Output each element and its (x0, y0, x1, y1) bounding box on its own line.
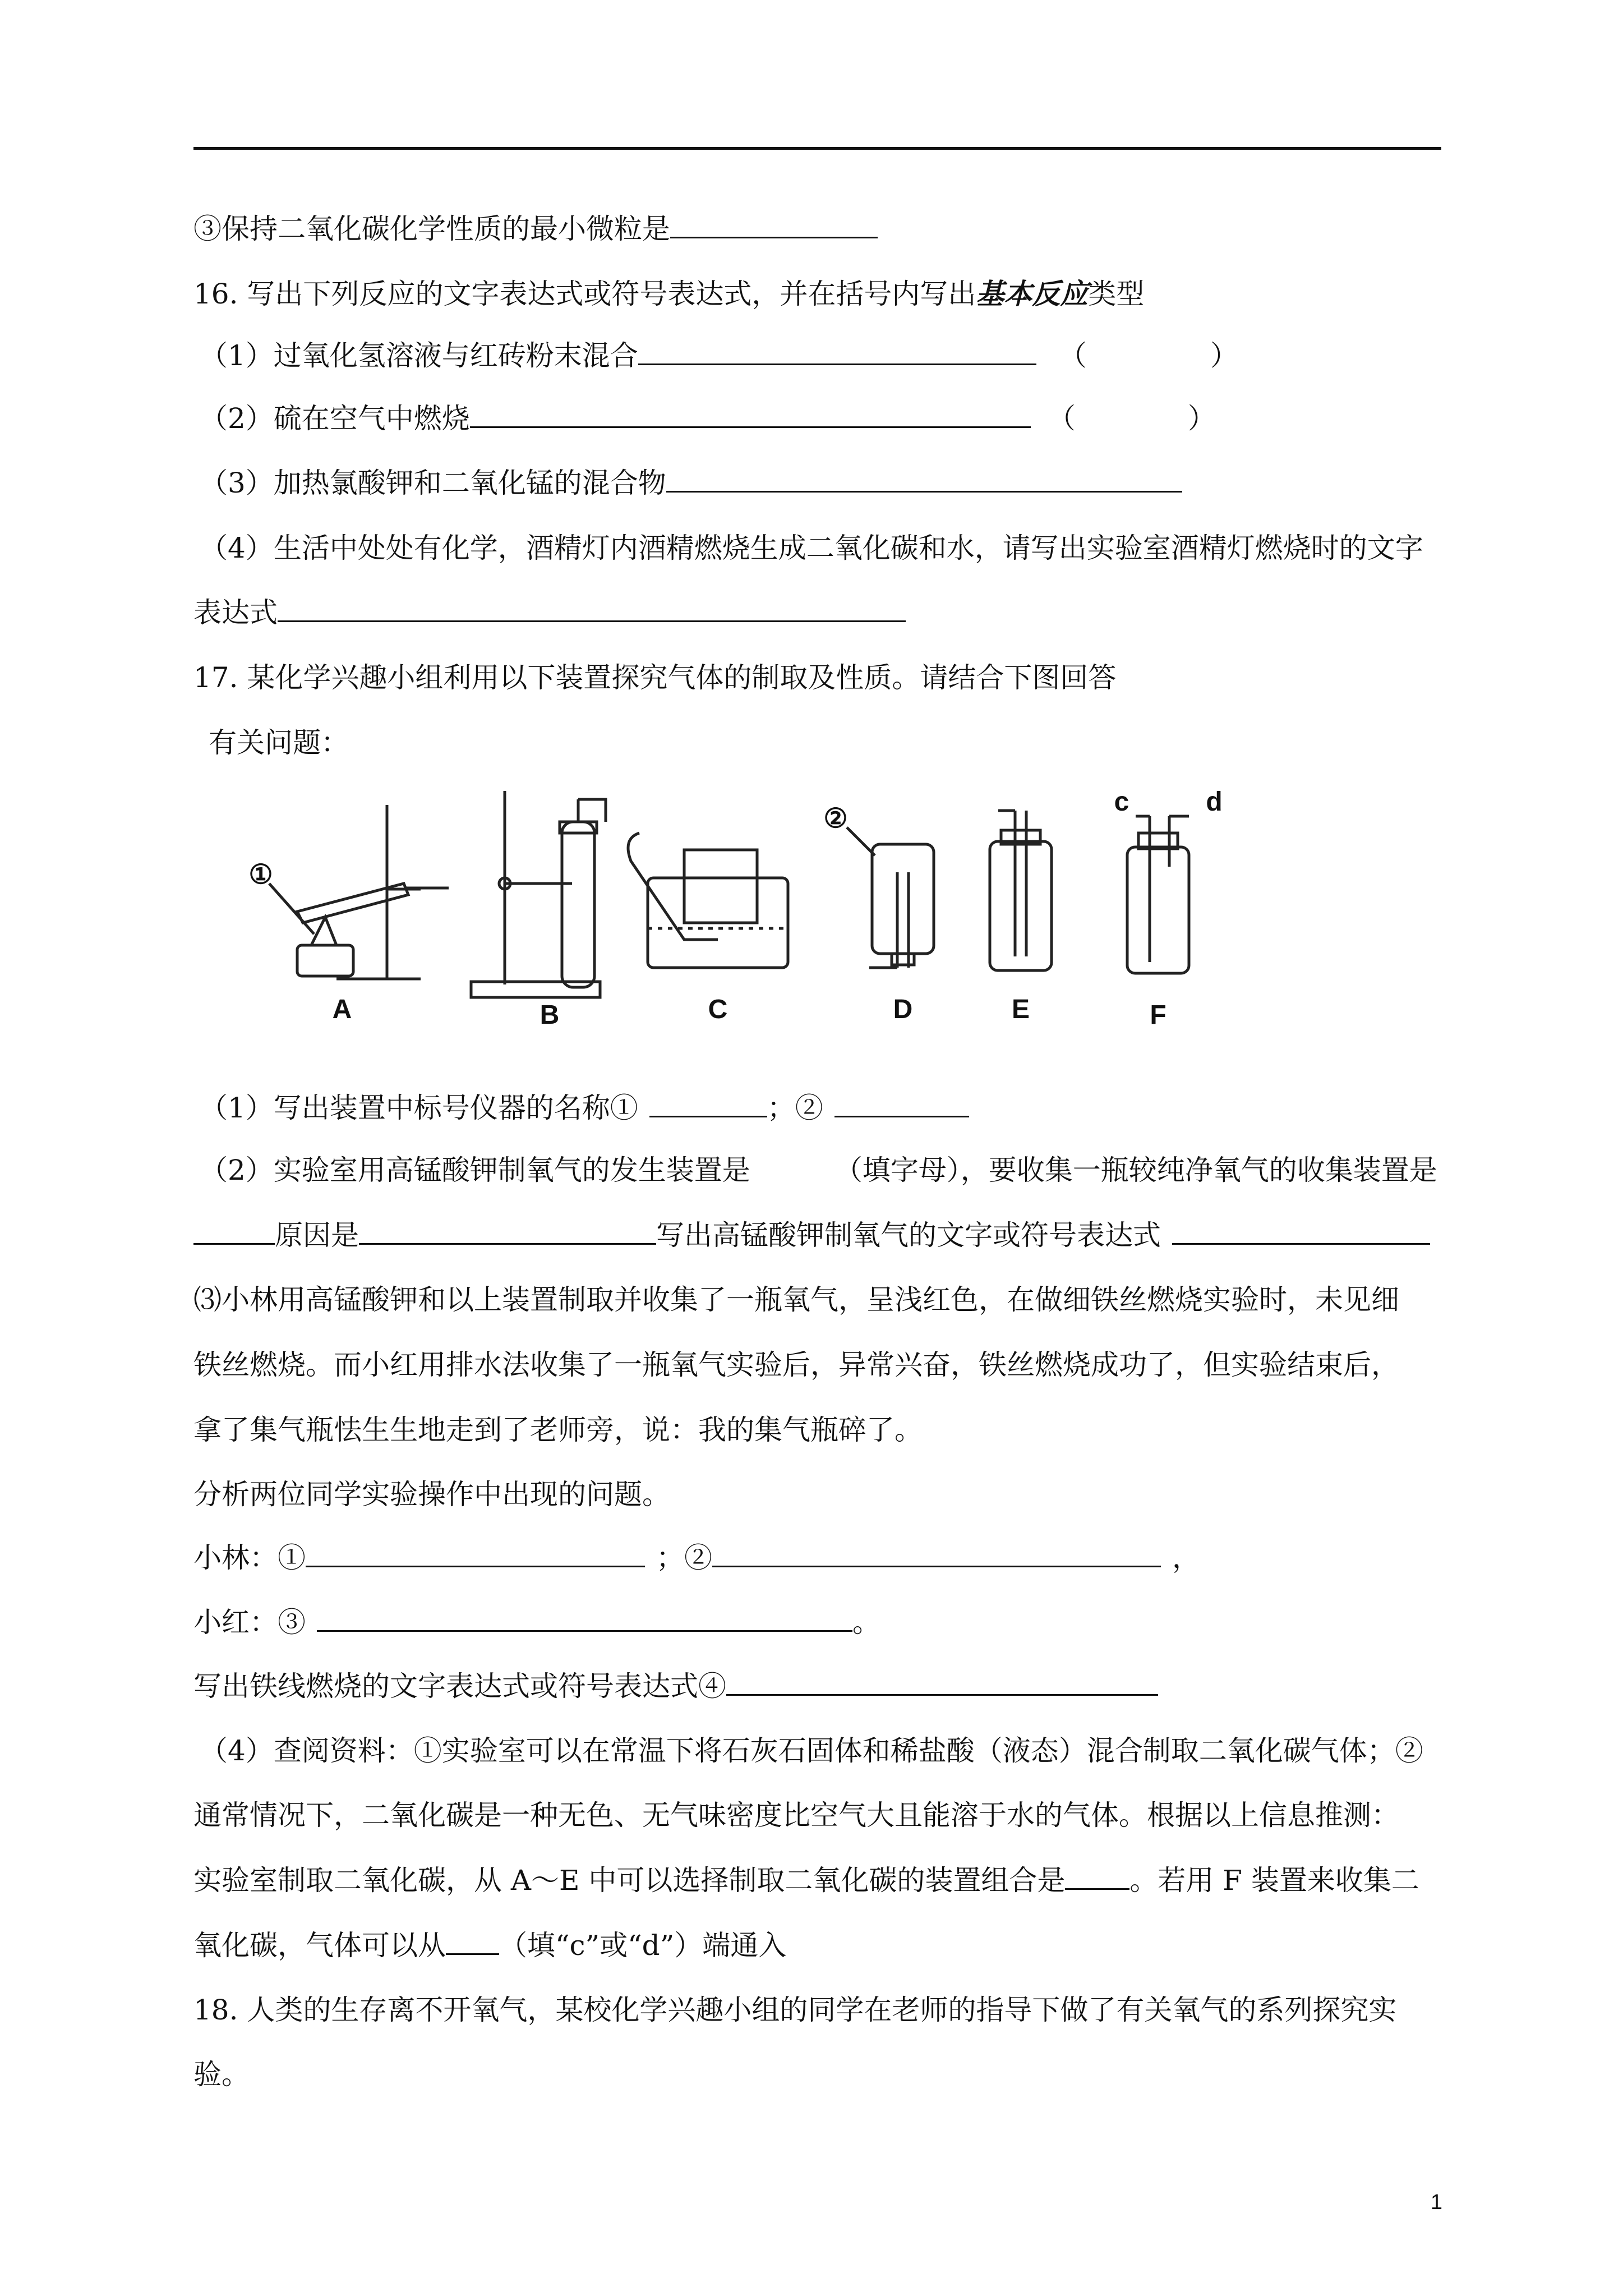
answer-blank[interactable] (638, 339, 1036, 365)
port-c-label: c (1114, 788, 1129, 817)
header-rule (193, 147, 1441, 150)
emphasis-text: 基本反应 (976, 277, 1089, 310)
answer-blank[interactable] (666, 466, 1182, 493)
apparatus-c (628, 833, 788, 968)
q16-item4: （4）生活中处处有化学，酒精灯内酒精燃烧生成二氧化碳和水，请写出实验室酒精灯燃烧时的文字 (200, 532, 1423, 564)
q17-part3-l3: 拿了集气瓶怯生生地走到了老师旁，说：我的集气瓶碎了。 (193, 1414, 923, 1446)
q17-stem-cont: 有关问题： (209, 726, 349, 759)
label-f: F (1150, 1000, 1166, 1030)
apparatus-a (269, 805, 449, 979)
q17-xiaohong: 小红：③ 。 (193, 1606, 880, 1639)
q16-stem: 16. 写出下列反应的文字表达式或符号表达式，并在括号内写出基本反应类型 (193, 277, 1145, 310)
q17-part4-l3: 实验室制取二氧化碳，从 A～E 中可以选择制取二氧化碳的装置组合是 。若用 F 装置来收集二 (193, 1864, 1419, 1897)
answer-blank[interactable] (712, 1541, 1161, 1567)
label-d: D (893, 995, 913, 1024)
label-b: B (540, 1000, 560, 1030)
q18-stem-cont: 验。 (193, 2058, 250, 2091)
answer-blank[interactable] (470, 402, 1031, 428)
q17-stem: 17. 某化学兴趣小组利用以下装置探究气体的制取及性质。请结合下图回答 (193, 661, 1117, 694)
apparatus-f (1127, 816, 1189, 973)
lab-apparatus-figure (236, 788, 1239, 1035)
q16-item4-cont: 表达式 (193, 595, 1461, 631)
answer-blank[interactable] (649, 1091, 767, 1117)
label-a: A (332, 995, 352, 1024)
answer-blank[interactable] (446, 1929, 499, 1955)
q17-part1: （1）写出装置中标号仪器的名称① ；② (200, 1090, 1467, 1126)
q17-iron-equation: 写出铁线燃烧的文字表达式或符号表达式④ (193, 1668, 1461, 1704)
answer-blank[interactable] (359, 1218, 656, 1245)
answer-blank[interactable] (834, 1091, 969, 1117)
q17-xiaolin: 小林：① ；② ， (193, 1542, 1200, 1574)
q16-item1: （1）过氧化氢溶液与红砖粉末混合 （ ） (200, 339, 1238, 372)
apparatus-d (847, 827, 934, 968)
port-d-label: d (1206, 788, 1223, 817)
q17-part2: （2）实验室用高锰酸钾制氧气的发生装置是 （填字母），要收集一瓶较纯净氧气的收集装置是 (200, 1154, 1437, 1186)
label-c: C (708, 995, 728, 1024)
q16-item2: （2）硫在空气中燃烧 （ ） (200, 402, 1216, 435)
q17-part2-cont: 原因是 写出高锰酸钾制氧气的文字或符号表达式 (193, 1217, 1461, 1253)
marker-2: ② (823, 804, 848, 834)
answer-blank[interactable] (317, 1605, 852, 1632)
answer-blank[interactable] (1065, 1864, 1129, 1890)
answer-blank[interactable] (306, 1541, 645, 1567)
marker-1: ① (248, 860, 273, 890)
q15-item3-text: ③保持二氧化碳化学性质的最小微粒是 (193, 213, 670, 245)
q17-part3-l2: 铁丝燃烧。而小红用排水法收集了一瓶氧气实验后，异常兴奋，铁丝燃烧成功了，但实验结束后， (193, 1349, 1399, 1381)
q17-part3-l1: ⑶小林用高锰酸钾和以上装置制取并收集了一瓶氧气，呈浅红色，在做细铁丝燃烧实验时，未见细 (193, 1283, 1399, 1316)
q17-part4-l4: 氧化碳，气体可以从 （填“c”或“d”）端通入 (193, 1929, 787, 1962)
q16-item3: （3）加热氯酸钾和二氧化锰的混合物 (200, 465, 1467, 501)
page-number: 1 (1430, 2191, 1442, 2214)
answer-blank[interactable] (278, 596, 906, 622)
apparatus-b (471, 791, 606, 997)
q18-stem: 18. 人类的生存离不开氧气，某校化学兴趣小组的同学在老师的指导下做了有关氧气的系列探究实 (193, 1994, 1397, 2026)
q15-item3 (193, 211, 1461, 247)
q17-part4-l2: 通常情况下，二氧化碳是一种无色、无气味密度比空气大且能溶于水的气体。根据以上信息推测： (193, 1799, 1399, 1832)
answer-blank[interactable] (726, 1669, 1158, 1696)
answer-blank[interactable] (193, 1218, 275, 1245)
apparatus-e (990, 811, 1052, 970)
q17-part4-l1: （4）查阅资料：①实验室可以在常温下将石灰石固体和稀盐酸（液态）混合制取二氧化碳气体；② (200, 1734, 1423, 1767)
label-e: E (1011, 995, 1030, 1024)
answer-blank[interactable] (670, 212, 878, 238)
answer-blank[interactable] (1172, 1218, 1430, 1245)
q17-part3-l4: 分析两位同学实验操作中出现的问题。 (193, 1478, 670, 1511)
